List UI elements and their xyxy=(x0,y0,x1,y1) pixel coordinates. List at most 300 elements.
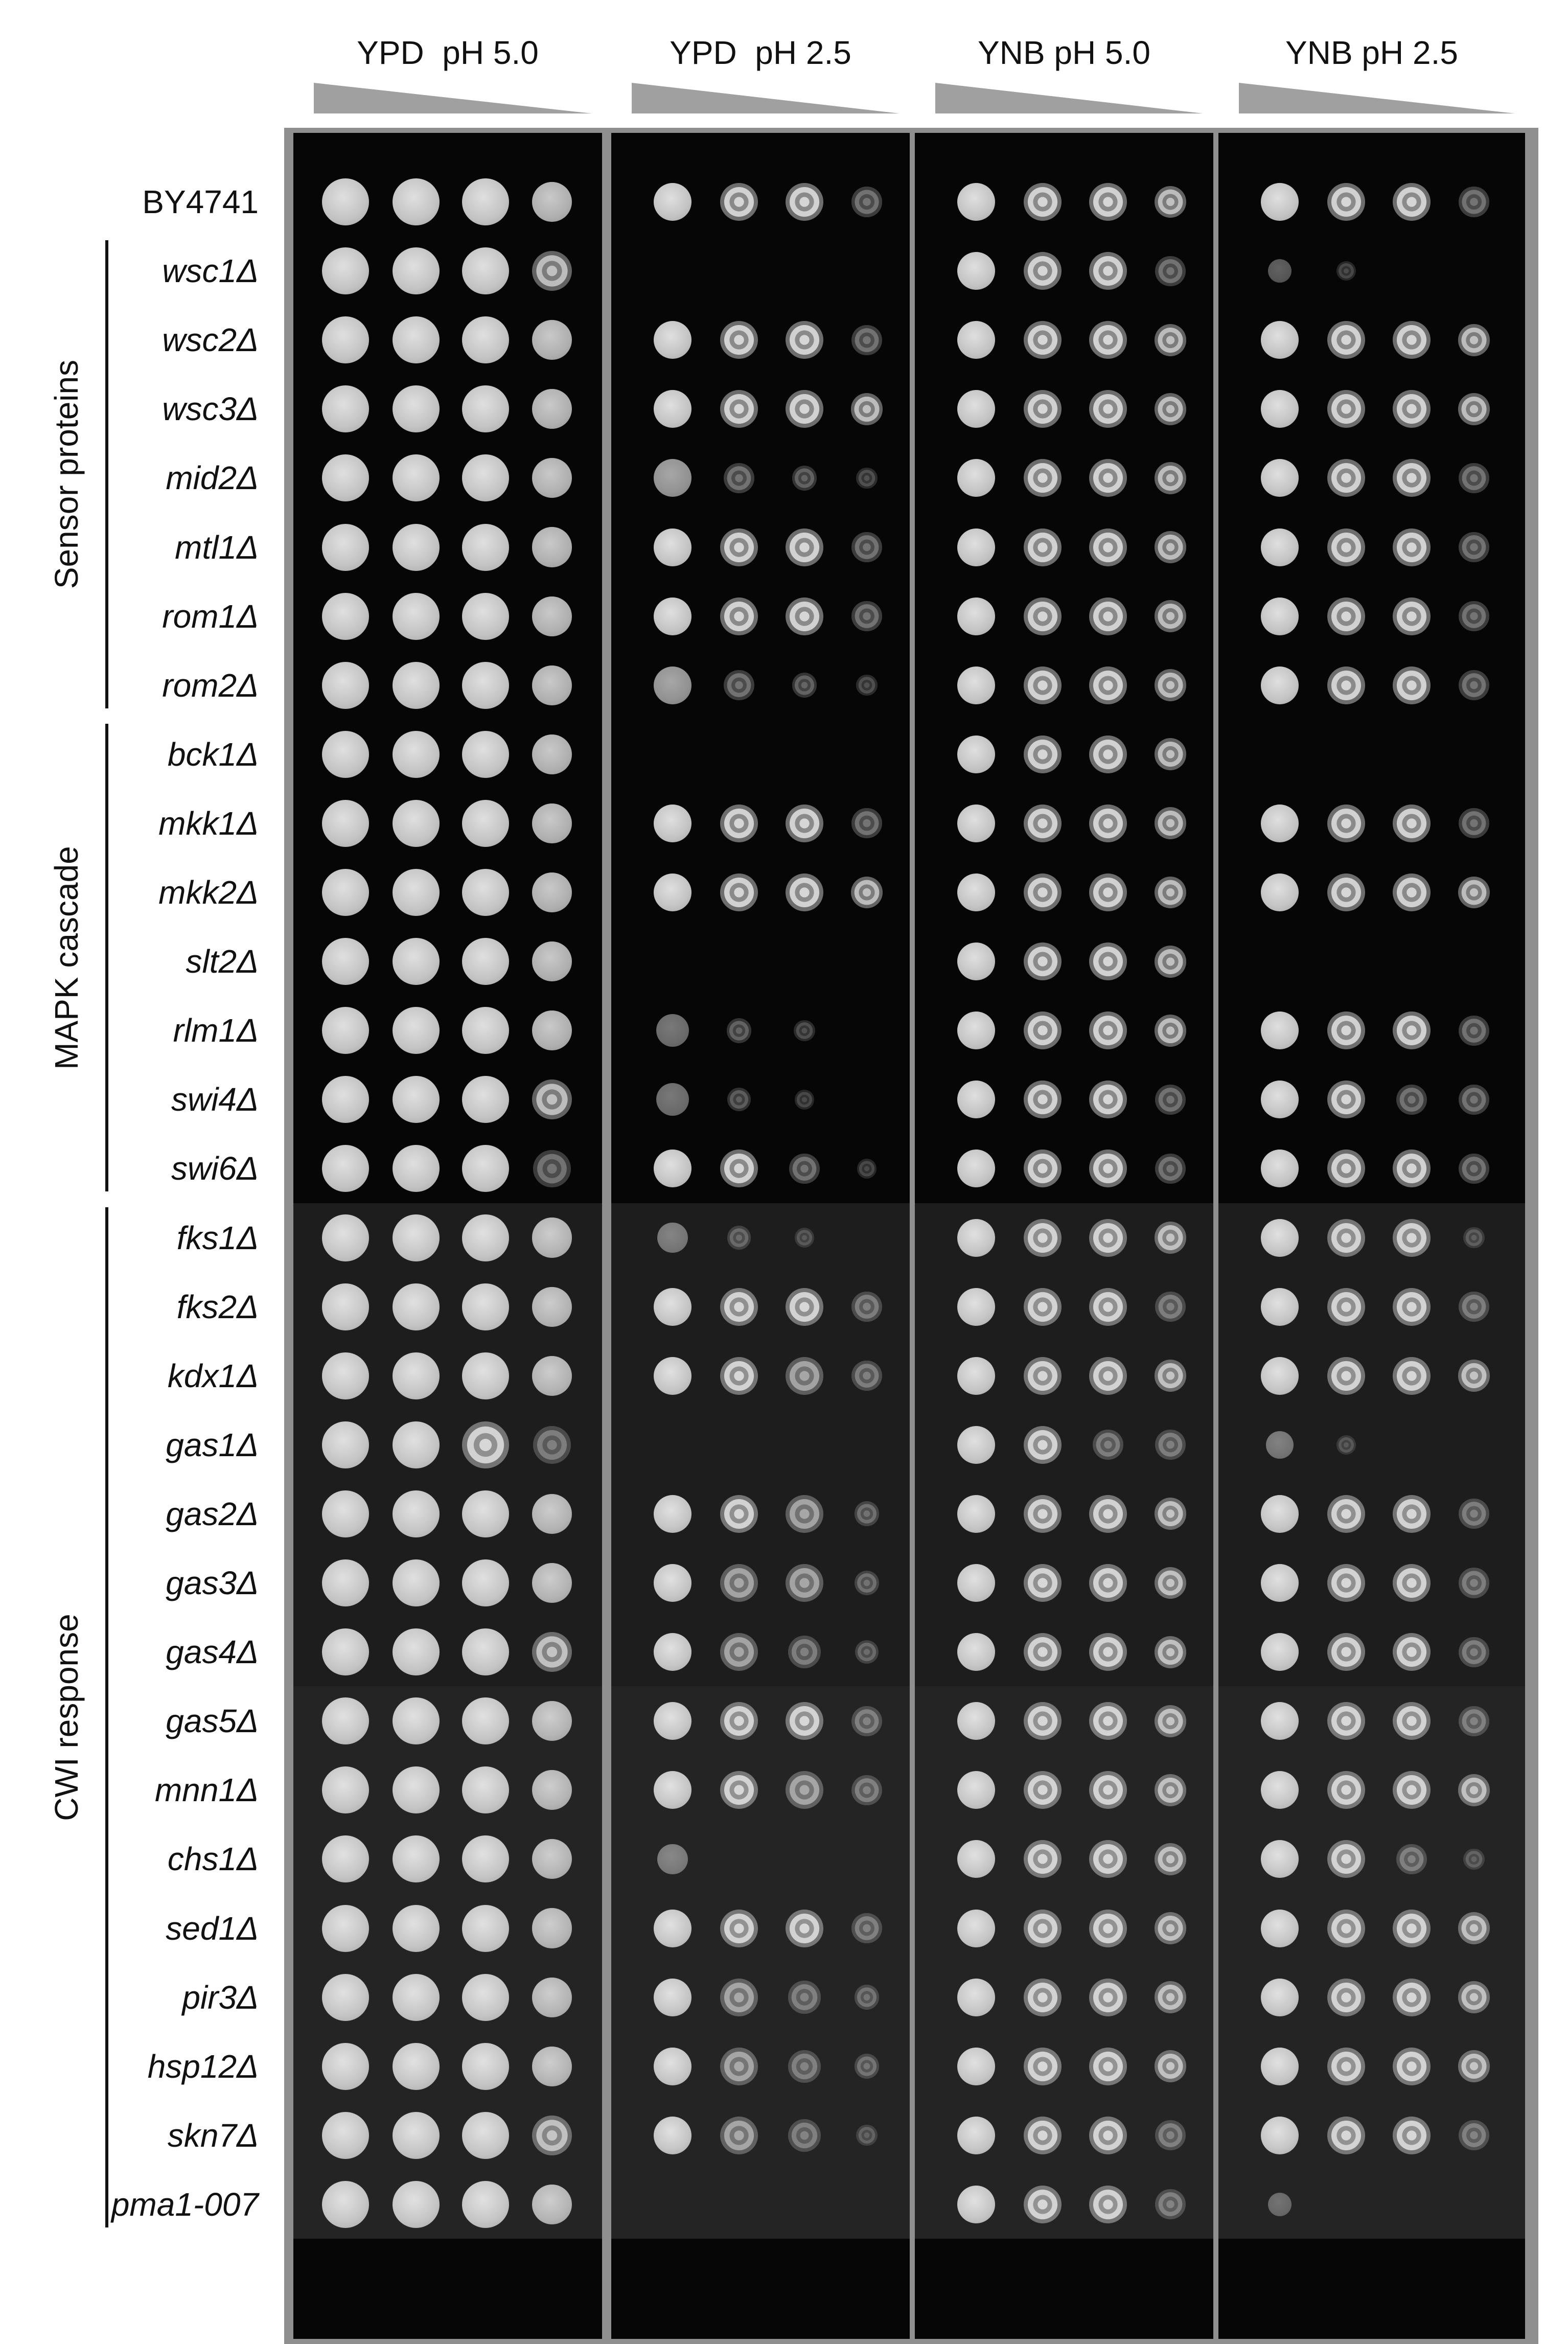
colony-spot xyxy=(532,182,572,222)
strain-label: mkk1Δ xyxy=(158,805,259,842)
colony-spot xyxy=(1327,805,1365,842)
colony-spot xyxy=(393,1490,440,1537)
colony-spot xyxy=(720,805,758,842)
colony-spot xyxy=(393,1007,440,1054)
colony-spot xyxy=(1024,736,1062,773)
colony-spot xyxy=(957,1910,995,1947)
colony-spot xyxy=(1459,1499,1489,1529)
colony-spot xyxy=(1155,1705,1187,1737)
colony-spot xyxy=(393,1421,440,1468)
colony-spot xyxy=(1459,1154,1489,1184)
colony-spot xyxy=(462,662,509,709)
colony-spot xyxy=(786,874,823,911)
colony-spot xyxy=(1024,1702,1062,1740)
colony-spot xyxy=(532,803,572,843)
colony-spot xyxy=(654,1771,691,1809)
colony-spot xyxy=(789,1154,819,1184)
colony-spot xyxy=(1261,1564,1299,1602)
colony-spot xyxy=(720,390,758,428)
colony-spot xyxy=(322,1490,369,1537)
colony-spot xyxy=(957,2117,995,2154)
colony-spot xyxy=(322,1835,369,1882)
strain-label: pir3Δ xyxy=(182,1979,259,2016)
plate-panel xyxy=(1218,133,1525,2339)
colony-spot xyxy=(656,1083,689,1116)
colony-spot xyxy=(1089,1840,1127,1878)
plate-background-patch xyxy=(611,1203,910,1687)
colony-spot xyxy=(1089,943,1127,980)
colony-spot xyxy=(720,1288,758,1326)
colony-spot xyxy=(720,1564,758,1602)
colony-spot xyxy=(1024,943,1062,980)
colony-spot xyxy=(462,454,509,501)
colony-spot xyxy=(322,1283,369,1330)
colony-spot xyxy=(786,1910,823,1947)
colony-spot xyxy=(532,1839,572,1879)
colony-spot xyxy=(1089,736,1127,773)
colony-spot xyxy=(654,183,691,221)
colony-spot xyxy=(1155,1843,1187,1875)
colony-spot xyxy=(462,1007,509,1054)
colony-spot xyxy=(532,1632,572,1672)
colony-spot xyxy=(957,667,995,704)
strain-label: slt2Δ xyxy=(186,943,259,980)
colony-spot xyxy=(532,1217,572,1257)
colony-spot xyxy=(851,532,882,562)
colony-spot xyxy=(1393,1495,1431,1533)
colony-spot xyxy=(1327,183,1365,221)
colony-spot xyxy=(322,385,369,432)
colony-spot xyxy=(1024,459,1062,497)
colony-spot xyxy=(322,1905,369,1952)
colony-spot xyxy=(322,2112,369,2159)
colony-spot xyxy=(786,390,823,428)
colony-spot xyxy=(1261,528,1299,566)
colony-spot xyxy=(393,1145,440,1192)
condition-title: YPD pH 2.5 xyxy=(670,34,851,71)
colony-spot xyxy=(654,1564,691,1602)
colony-spot xyxy=(851,325,882,355)
colony-spot xyxy=(654,2048,691,2085)
colony-spot xyxy=(322,1007,369,1054)
strain-label: mnn1Δ xyxy=(154,1772,259,1809)
colony-spot xyxy=(957,1633,995,1671)
colony-spot xyxy=(1261,1840,1299,1878)
colony-spot xyxy=(322,454,369,501)
colony-spot xyxy=(654,459,691,497)
colony-spot xyxy=(322,731,369,778)
colony-spot xyxy=(322,662,369,709)
colony-spot xyxy=(1155,946,1187,978)
colony-spot xyxy=(720,1910,758,1947)
colony-spot xyxy=(393,524,440,571)
colony-spot xyxy=(1261,2048,1299,2085)
colony-spot xyxy=(794,1020,815,1041)
strain-label: gas5Δ xyxy=(166,1703,259,1740)
colony-spot xyxy=(957,321,995,359)
colony-spot xyxy=(462,1628,509,1675)
colony-spot xyxy=(1393,598,1431,635)
colony-spot xyxy=(1327,1979,1365,2016)
colony-spot xyxy=(727,1088,751,1111)
colony-spot xyxy=(1155,1222,1187,1254)
colony-spot xyxy=(720,1702,758,1740)
colony-spot xyxy=(957,736,995,773)
colony-spot xyxy=(393,593,440,640)
colony-spot xyxy=(654,1357,691,1395)
colony-spot xyxy=(1155,600,1187,632)
colony-spot xyxy=(851,1913,882,1943)
colony-spot xyxy=(393,1905,440,1952)
colony-spot xyxy=(393,1835,440,1882)
colony-spot xyxy=(957,2048,995,2085)
colony-spot xyxy=(322,178,369,225)
colony-spot xyxy=(1261,598,1299,635)
colony-spot xyxy=(1459,1016,1489,1046)
colony-spot xyxy=(656,1014,689,1047)
colony-spot xyxy=(788,2119,821,2152)
colony-spot xyxy=(1024,1150,1062,1187)
colony-spot xyxy=(957,805,995,842)
colony-spot xyxy=(462,1559,509,1606)
colony-spot xyxy=(1155,393,1187,425)
dilution-wedge xyxy=(314,83,592,117)
colony-spot xyxy=(720,1150,758,1187)
colony-spot xyxy=(1459,1292,1489,1322)
colony-spot xyxy=(1336,261,1356,281)
colony-spot xyxy=(532,458,572,498)
colony-spot xyxy=(462,1283,509,1330)
colony-spot xyxy=(1024,321,1062,359)
colony-spot xyxy=(1327,1564,1365,1602)
colony-spot xyxy=(1393,1288,1431,1326)
colony-spot xyxy=(1327,1910,1365,1947)
colony-spot xyxy=(1261,1012,1299,1049)
colony-spot xyxy=(532,2185,572,2224)
colony-spot xyxy=(393,385,440,432)
colony-spot xyxy=(462,1974,509,2021)
colony-spot xyxy=(1458,393,1490,425)
colony-spot xyxy=(393,247,440,294)
colony-spot xyxy=(1459,808,1489,838)
colony-spot xyxy=(654,1150,691,1187)
colony-spot xyxy=(1327,1081,1365,1118)
colony-spot xyxy=(462,2112,509,2159)
colony-spot xyxy=(1327,1840,1365,1878)
colony-spot xyxy=(393,1974,440,2021)
colony-spot xyxy=(1155,1015,1187,1047)
plate-background-patch xyxy=(611,1686,910,2239)
colony-spot xyxy=(724,670,754,700)
colony-spot xyxy=(1155,877,1187,909)
colony-spot xyxy=(851,1775,882,1805)
colony-spot xyxy=(1089,2117,1127,2154)
colony-spot xyxy=(1393,1979,1431,2016)
colony-spot xyxy=(1393,528,1431,566)
colony-spot xyxy=(654,805,691,842)
colony-spot xyxy=(957,874,995,911)
colony-spot xyxy=(1261,805,1299,842)
colony-spot xyxy=(462,1421,509,1468)
colony-spot xyxy=(957,1702,995,1740)
colony-spot xyxy=(1393,1910,1431,1947)
colony-spot xyxy=(1155,1774,1187,1806)
colony-spot xyxy=(532,1978,572,2017)
colony-spot xyxy=(1089,2186,1127,2223)
colony-spot xyxy=(1396,1085,1426,1115)
colony-spot xyxy=(1396,1844,1426,1874)
colony-spot xyxy=(462,2181,509,2228)
colony-spot xyxy=(322,1145,369,1192)
colony-spot xyxy=(532,872,572,912)
colony-spot xyxy=(1393,874,1431,911)
strain-label: BY4741 xyxy=(142,183,259,220)
colony-spot xyxy=(322,2043,369,2090)
colony-spot xyxy=(462,1905,509,1952)
colony-spot xyxy=(1458,2050,1490,2082)
colony-spot xyxy=(532,527,572,567)
colony-spot xyxy=(322,1628,369,1675)
colony-spot xyxy=(720,874,758,911)
colony-spot xyxy=(532,2116,572,2155)
colony-spot xyxy=(1024,667,1062,704)
colony-spot xyxy=(1089,1081,1127,1118)
colony-spot xyxy=(532,1770,572,1810)
colony-spot xyxy=(1336,1435,1356,1455)
dilution-wedge xyxy=(935,83,1203,117)
colony-spot xyxy=(532,1701,572,1741)
colony-spot xyxy=(1268,259,1292,283)
colony-spot xyxy=(856,468,877,489)
group-label: CWI response xyxy=(48,1613,85,1821)
colony-spot xyxy=(1155,1360,1187,1392)
colony-spot xyxy=(1393,321,1431,359)
colony-spot xyxy=(1155,1636,1187,1668)
colony-spot xyxy=(720,2048,758,2085)
colony-spot xyxy=(1155,1912,1187,1944)
colony-spot xyxy=(1261,321,1299,359)
colony-spot xyxy=(1327,1288,1365,1326)
colony-spot xyxy=(1327,1495,1365,1533)
colony-spot xyxy=(1261,1633,1299,1671)
colony-spot xyxy=(1089,1702,1127,1740)
strain-label: fks2Δ xyxy=(176,1288,259,1325)
colony-spot xyxy=(1393,805,1431,842)
colony-spot xyxy=(851,601,882,631)
colony-spot xyxy=(1155,669,1187,701)
colony-spot xyxy=(1458,877,1490,909)
strain-label: rom2Δ xyxy=(162,667,259,704)
plate-background-patch xyxy=(915,1686,1213,2239)
colony-spot xyxy=(654,1495,691,1533)
plate-panel xyxy=(915,133,1213,2339)
strain-label: mkk2Δ xyxy=(158,874,259,911)
colony-spot xyxy=(1089,667,1127,704)
colony-spot xyxy=(462,1766,509,1813)
colony-spot xyxy=(1458,1981,1490,2013)
colony-spot xyxy=(1459,601,1489,631)
colony-spot xyxy=(1393,459,1431,497)
colony-spot xyxy=(533,1426,571,1464)
colony-spot xyxy=(1024,183,1062,221)
colony-spot xyxy=(957,390,995,428)
colony-spot xyxy=(532,1908,572,1948)
colony-spot xyxy=(786,1771,823,1809)
colony-spot xyxy=(532,1287,572,1327)
colony-spot xyxy=(1089,1979,1127,2016)
colony-spot xyxy=(1089,1633,1127,1671)
colony-spot xyxy=(1327,1012,1365,1049)
strain-label: swi4Δ xyxy=(171,1081,259,1118)
strain-label: pma1-007 xyxy=(111,2186,259,2223)
colony-spot xyxy=(1089,598,1127,635)
colony-spot xyxy=(1093,1430,1123,1460)
colony-spot xyxy=(1463,1227,1484,1248)
strain-label: gas4Δ xyxy=(166,1634,259,1671)
strain-label: wsc3Δ xyxy=(162,390,259,428)
colony-spot xyxy=(322,1697,369,1744)
colony-spot xyxy=(786,321,823,359)
colony-spot xyxy=(1327,1633,1365,1671)
colony-spot xyxy=(322,316,369,363)
colony-spot xyxy=(1024,1426,1062,1464)
colony-spot xyxy=(788,1636,821,1668)
colony-spot xyxy=(322,1559,369,1606)
colony-spot xyxy=(957,1219,995,1257)
colony-spot xyxy=(462,178,509,225)
colony-spot xyxy=(1327,1702,1365,1740)
colony-spot xyxy=(957,1426,995,1464)
colony-spot xyxy=(957,183,995,221)
colony-spot xyxy=(786,1357,823,1395)
colony-spot xyxy=(393,800,440,847)
colony-spot xyxy=(1261,1219,1299,1257)
colony-spot xyxy=(462,1076,509,1123)
colony-spot xyxy=(1458,1774,1490,1806)
colony-spot xyxy=(462,593,509,640)
colony-spot xyxy=(1261,2117,1299,2154)
colony-spot xyxy=(462,800,509,847)
colony-spot xyxy=(856,2125,877,2146)
colony-spot xyxy=(1327,2048,1365,2085)
colony-spot xyxy=(1463,1849,1484,1870)
colony-spot xyxy=(462,247,509,294)
colony-spot xyxy=(1089,1288,1127,1326)
colony-spot xyxy=(654,1702,691,1740)
colony-spot xyxy=(1089,874,1127,911)
colony-spot xyxy=(786,528,823,566)
colony-spot xyxy=(957,252,995,290)
colony-spot xyxy=(1155,531,1187,563)
colony-spot xyxy=(1089,321,1127,359)
group-bracket xyxy=(105,1207,108,2227)
colony-spot xyxy=(1261,1771,1299,1809)
colony-spot xyxy=(1327,1219,1365,1257)
colony-spot xyxy=(1024,2048,1062,2085)
colony-spot xyxy=(788,2050,821,2083)
colony-spot xyxy=(720,1771,758,1809)
colony-spot xyxy=(851,1292,882,1322)
colony-spot xyxy=(1261,667,1299,704)
colony-spot xyxy=(1155,462,1187,494)
colony-spot xyxy=(1024,1979,1062,2016)
strain-label: wsc2Δ xyxy=(162,321,259,359)
colony-spot xyxy=(462,1697,509,1744)
colony-spot xyxy=(1024,252,1062,290)
colony-spot xyxy=(393,454,440,501)
colony-spot xyxy=(786,1495,823,1533)
colony-spot xyxy=(1089,805,1127,842)
colony-spot xyxy=(720,2117,758,2154)
colony-spot xyxy=(1024,1012,1062,1049)
colony-spot xyxy=(1459,1637,1489,1667)
colony-spot xyxy=(654,321,691,359)
colony-spot xyxy=(532,665,572,705)
colony-spot xyxy=(720,528,758,566)
colony-spot xyxy=(1458,1360,1490,1392)
colony-spot xyxy=(1089,183,1127,221)
colony-spot xyxy=(532,1494,572,1534)
colony-spot xyxy=(462,869,509,916)
colony-spot xyxy=(1327,1357,1365,1395)
colony-spot xyxy=(654,2117,691,2154)
colony-spot xyxy=(1261,390,1299,428)
colony-spot xyxy=(322,593,369,640)
strain-label: bck1Δ xyxy=(167,736,259,773)
colony-spot xyxy=(1089,459,1127,497)
colony-spot xyxy=(393,1352,440,1399)
colony-spot xyxy=(322,524,369,571)
colony-spot xyxy=(1155,2189,1185,2219)
colony-spot xyxy=(1024,1288,1062,1326)
colony-spot xyxy=(1327,528,1365,566)
colony-spot xyxy=(1155,1430,1185,1460)
colony-spot xyxy=(322,247,369,294)
colony-spot xyxy=(1327,874,1365,911)
colony-spot xyxy=(1393,390,1431,428)
colony-spot xyxy=(393,2112,440,2159)
colony-spot xyxy=(1261,1979,1299,2016)
colony-spot xyxy=(1393,2048,1431,2085)
colony-spot xyxy=(654,598,691,635)
colony-spot xyxy=(462,1490,509,1537)
colony-spot xyxy=(1327,667,1365,704)
colony-spot xyxy=(393,2043,440,2090)
colony-spot xyxy=(322,1421,369,1468)
colony-spot xyxy=(1327,598,1365,635)
colony-spot xyxy=(462,1835,509,1882)
colony-spot xyxy=(786,1288,823,1326)
colony-spot xyxy=(1327,1771,1365,1809)
colony-spot xyxy=(1261,1910,1299,1947)
colony-spot xyxy=(1459,1568,1489,1598)
colony-spot xyxy=(786,183,823,221)
colony-spot xyxy=(322,1076,369,1123)
colony-spot xyxy=(393,1559,440,1606)
colony-spot xyxy=(1268,2193,1292,2216)
colony-spot xyxy=(1155,738,1187,770)
colony-spot xyxy=(322,800,369,847)
strain-label: kdx1Δ xyxy=(167,1357,259,1394)
colony-spot xyxy=(1261,183,1299,221)
colony-spot xyxy=(1155,1085,1185,1115)
colony-spot xyxy=(957,1840,995,1878)
colony-spot xyxy=(322,1766,369,1813)
strain-label: gas2Δ xyxy=(166,1495,259,1532)
colony-spot xyxy=(393,1283,440,1330)
colony-spot xyxy=(654,1910,691,1947)
colony-spot xyxy=(1155,2120,1185,2150)
